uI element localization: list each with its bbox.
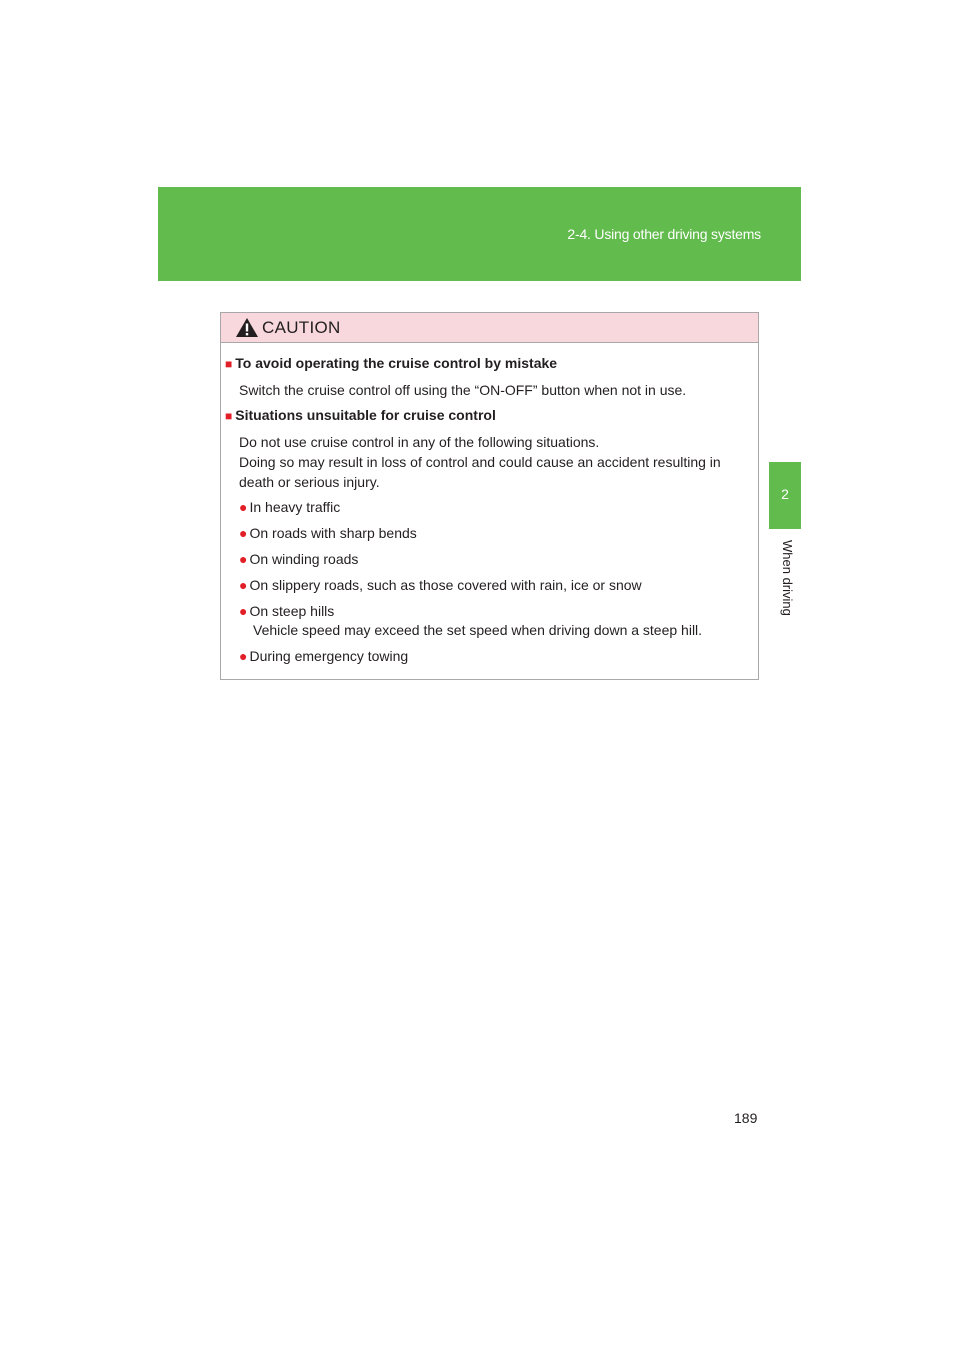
list-item: ● On slippery roads, such as those covered with rain, ice or snow [239, 577, 642, 593]
chapter-number: 2 [781, 486, 789, 502]
section-header-band [158, 187, 801, 281]
section-title: 2-4. Using other driving systems [567, 226, 761, 242]
caution-box [220, 312, 759, 680]
list-item: ● On steep hills [239, 603, 335, 619]
list-item: ● In heavy traffic [239, 499, 341, 515]
bullet-dot-icon: ● [239, 648, 248, 664]
chapter-label: When driving [780, 540, 795, 616]
list-item: ● On winding roads [239, 551, 359, 567]
square-bullet-icon: ■ [225, 409, 233, 423]
square-bullet-icon: ■ [225, 357, 233, 371]
list-item-note: Vehicle speed may exceed the set speed when driving down a steep hill. [253, 622, 703, 638]
caution-title: CAUTION [262, 318, 341, 337]
page-number: 189 [734, 1110, 758, 1126]
caution-header [221, 313, 758, 343]
section-text: Do not use cruise control in any of the following situations. [239, 434, 600, 450]
warning-triangle-icon [235, 317, 259, 338]
chapter-tab [769, 462, 801, 529]
section-text: Doing so may result in loss of control and could cause an accident resulting in death or serious injury. [239, 454, 721, 490]
section-text: Switch the cruise control off using the “ON-OFF” button when not in use. [239, 382, 687, 398]
bullet-dot-icon: ● [239, 525, 248, 541]
section-heading: ■ Situations unsuitable for cruise control [225, 407, 496, 423]
bullet-dot-icon: ● [239, 551, 248, 567]
bullet-dot-icon: ● [239, 603, 248, 619]
list-item: ● During emergency towing [239, 648, 409, 664]
bullet-dot-icon: ● [239, 499, 248, 515]
section-heading: ■ To avoid operating the cruise control by mistake [225, 355, 558, 371]
bullet-dot-icon: ● [239, 577, 248, 593]
list-item: ● On roads with sharp bends [239, 525, 417, 541]
